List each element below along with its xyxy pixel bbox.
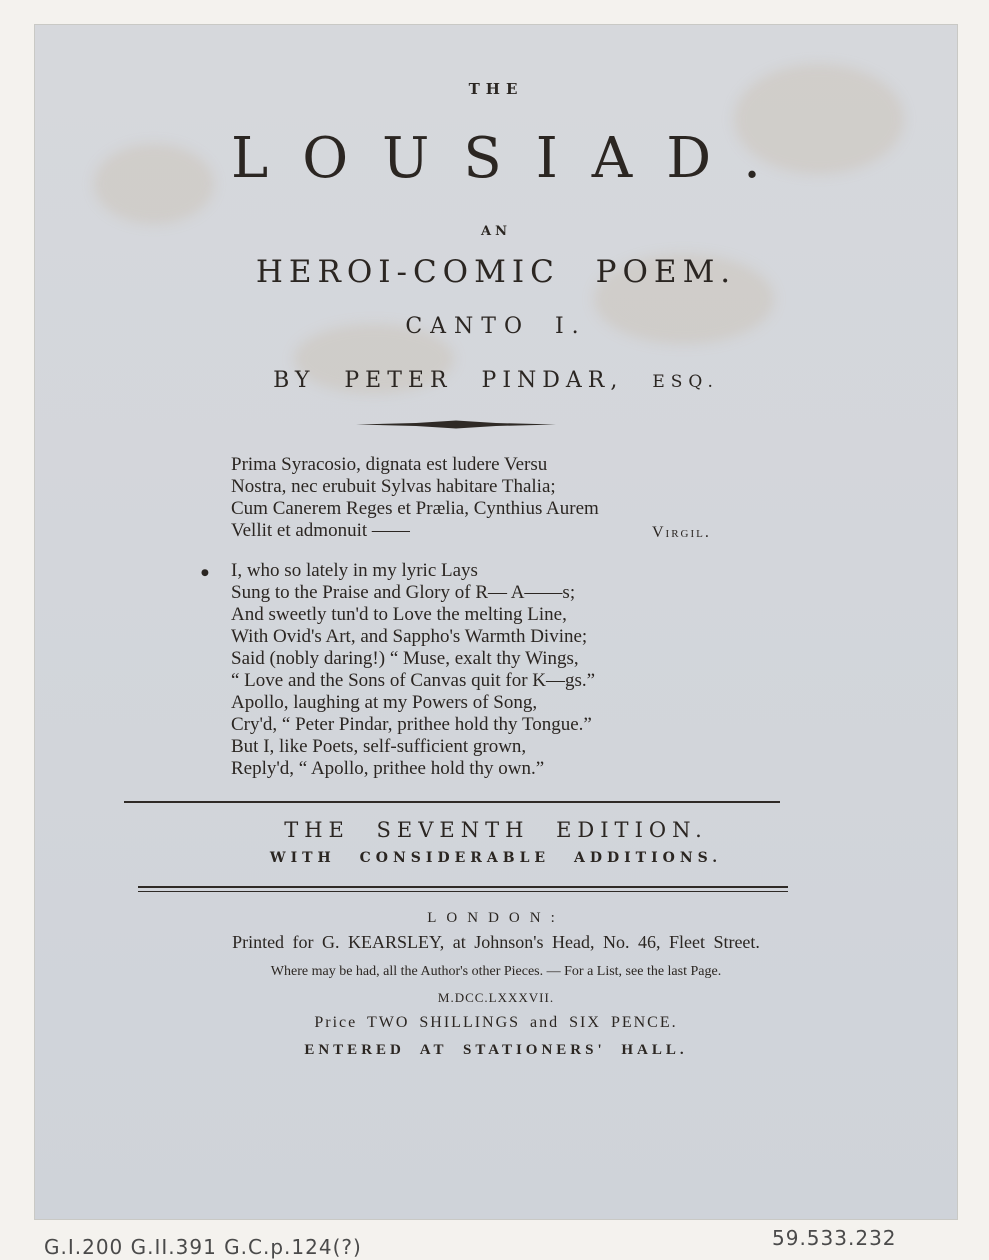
edition-line: THE SEVENTH EDITION. — [284, 818, 708, 842]
latin-epigraph — [231, 454, 599, 542]
verse-line: Sung to the Praise and Glory of R— A——s; — [231, 582, 576, 603]
verse-line: But I, like Poets, self-sufficient grown, — [231, 736, 527, 757]
additions-line: WITH CONSIDERABLE ADDITIONS. — [269, 850, 723, 866]
verse-line: Apollo, laughing at my Powers of Song, — [231, 692, 538, 713]
verse-line: Prima Syracosio, dignata est ludere Versu — [231, 454, 548, 475]
ornamental-dash — [356, 420, 556, 429]
verse-line: Said (nobly daring!) “ Muse, exalt thy Wings, — [231, 648, 579, 669]
divider-rule — [138, 886, 788, 888]
imprint-where: Where may be had, all the Author's other Pieces. — For a List, see the last Page. — [270, 964, 722, 979]
divider-rule — [124, 801, 780, 803]
subtitle: HEROI-COMIC POEM. — [255, 254, 737, 290]
divider-rule — [138, 891, 788, 892]
imprint-entered: ENTERED AT STATIONERS' HALL. — [304, 1042, 688, 1058]
verse-line: Nostra, nec erubuit Sylvas habitare Thalia; — [231, 476, 556, 497]
verse-line: “ Love and the Sons of Canvas quit for K—gs.” — [231, 670, 596, 691]
imprint-date: M.DCC.LXXXVII. — [437, 990, 555, 1005]
latin-attribution: Virgil. — [652, 524, 711, 541]
author-name: PETER PINDAR, — [344, 368, 624, 393]
author-by: BY — [273, 368, 316, 393]
imprint-city: LONDON: — [427, 910, 565, 926]
verse-line: And sweetly tun'd to Love the melting Line, — [231, 604, 567, 625]
title-page-sheet — [34, 24, 958, 1220]
english-epigraph — [231, 560, 595, 780]
verse-line: With Ovid's Art, and Sappho's Warmth Divine; — [231, 626, 588, 647]
verse-line: Cum Canerem Reges et Prælia, Cynthius Aurem — [231, 498, 599, 519]
inventory-number: 59.533.232 — [772, 1226, 897, 1250]
verse-line: Cry'd, “ Peter Pindar, prithee hold thy Tongue.” — [231, 714, 592, 735]
imprint-printer: Printed for G. KEARSLEY, at Johnson's Head, No. 46, Fleet Street. — [232, 932, 760, 952]
title-article: THE — [468, 80, 524, 98]
imprint-price: Price TWO SHILLINGS and SIX PENCE. — [314, 1014, 678, 1031]
author-line — [34, 368, 958, 393]
shelfmark-annotation: G.I.200 G.II.391 G.C.p.124(?) — [44, 1235, 362, 1259]
verse-line: I, who so lately in my lyric Lays — [231, 560, 478, 581]
verse-line: Reply'd, “ Apollo, prithee hold thy own.” — [231, 758, 545, 779]
canto-heading: CANTO I. — [405, 314, 587, 339]
main-title: LOUSIAD. — [231, 126, 795, 191]
subtitle-article: AN — [481, 224, 511, 239]
verse-line: Vellit et admonuit —— — [231, 520, 410, 541]
bullet-mark: ● — [201, 568, 209, 578]
author-esq: ESQ. — [652, 372, 719, 392]
